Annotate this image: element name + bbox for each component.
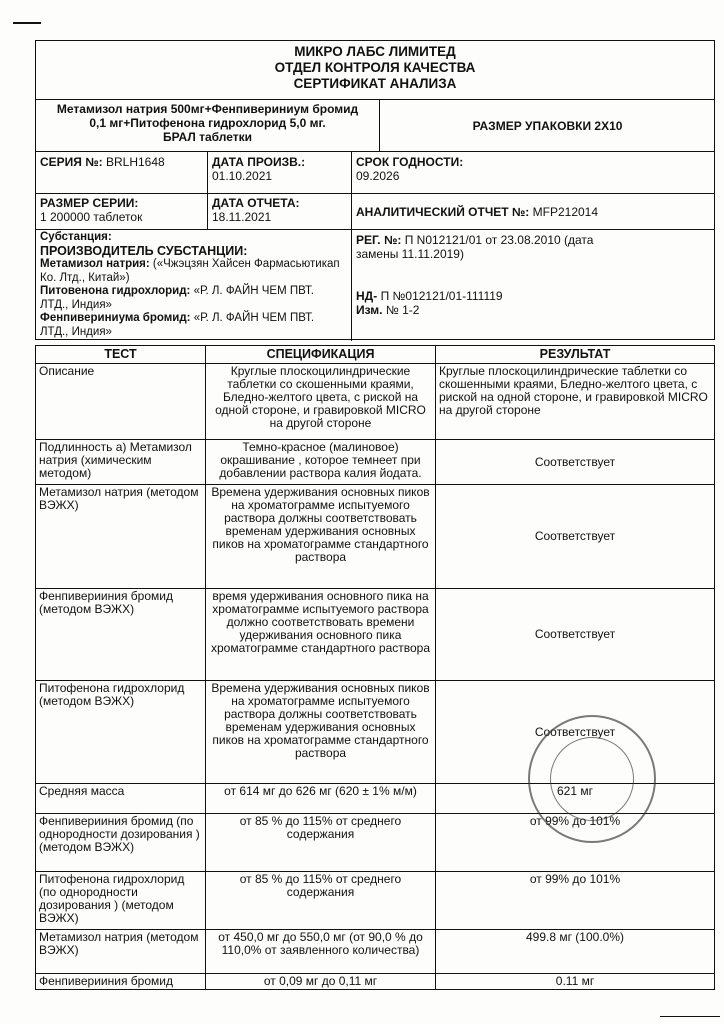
registration-block: РЕГ. №: П N012121/01 от 23.08.2010 (дата замены 11.11.2019) НД- П №012121/01-111119 Изм. № 1-2 <box>356 233 594 317</box>
result-cell: Соответствует <box>436 440 715 485</box>
result-cell: от 99% до 101% <box>436 872 715 930</box>
company-seal-inner-ring <box>550 737 634 821</box>
table-row <box>36 485 715 589</box>
report-number-field: АНАЛИТИЧЕСКИЙ ОТЧЕТ №: MFP212014 <box>356 205 599 219</box>
table-row <box>36 364 715 440</box>
spec-cell: от 450,0 мг до 550,0 мг (от 90,0 % до 110,0% от заявленного количества) <box>206 930 436 974</box>
table-row <box>36 872 715 930</box>
result-cell: Соответствует <box>436 485 715 589</box>
table-row <box>36 589 715 681</box>
result-cell: Соответствует <box>436 681 715 784</box>
test-cell: Подлинность а) Метамизол натрия (химическим методом) <box>36 440 206 485</box>
header-spec: СПЕЦИФИКАЦИЯ <box>206 346 436 364</box>
spec-cell: от 85 % до 115% от среднего содержания <box>206 814 436 872</box>
test-cell: Средняя масса <box>36 784 206 814</box>
spec-cell: Круглые плоскоцилиндрические таблетки со скошенными краями, Бледно-желтого цвета, с риской на одной стороне, и гравировкой MICRO на другой стороне <box>206 364 436 440</box>
result-cell: 0.11 мг <box>436 974 715 990</box>
company-name: МИКРО ЛАБС ЛИМИТЕД <box>294 44 456 59</box>
result-cell: Соответствует <box>436 589 715 681</box>
table-row <box>36 440 715 485</box>
document-type: СЕРТИФИКАТ АНАЛИЗА <box>293 76 457 91</box>
result-cell: от 99% до 101% <box>436 814 715 872</box>
department-name: ОТДЕЛ КОНТРОЛЯ КАЧЕСТВА <box>274 60 476 75</box>
result-cell: 499.8 мг (100.0%) <box>436 930 715 974</box>
result-cell: Круглые плоскоцилиндрические таблетки со скошенными краями, Бледно-желтого цвета, с риской на одной стороне, и гравировкой MICRO на другой стороне <box>436 364 715 440</box>
result-cell: 621 мг <box>436 784 715 814</box>
corner-mark <box>13 22 41 24</box>
spec-cell: от 85 % до 115% от среднего содержания <box>206 872 436 930</box>
test-cell: Фенпиверииния бромид (по однородности дозирования ) (методом ВЭЖХ) <box>36 814 206 872</box>
header-result: РЕЗУЛЬТАТ <box>436 346 715 364</box>
spec-cell: от 614 мг до 626 мг (620 ± 1% м/м) <box>206 784 436 814</box>
table-row <box>36 974 715 990</box>
product-name: Метамизол натрия 500мг+Фенпивериниум бромид 0,1 мг+Питофенона гидрохлорид 5,0 мг. БРАЛ таблетки <box>56 102 359 144</box>
test-cell: Фенпиверииния бромид <box>36 974 206 990</box>
page-bottom-rule <box>660 1016 720 1017</box>
spec-cell: Времена удерживания основных пиков на хроматограмме испытуемого раствора должны соответствовать временам удерживания основных пиков на хроматограмме стандартного раствора <box>206 681 436 784</box>
series-field: СЕРИЯ №: BRLH1648 <box>40 155 165 169</box>
test-cell: Питофенона гидрохлорид (методом ВЭЖХ) <box>36 681 206 784</box>
test-results-table <box>35 345 715 990</box>
spec-cell: Темно-красное (малиновое) окрашивание , которое темнеет при добавлении раствора калия йодата. <box>206 440 436 485</box>
table-header-row <box>36 346 715 364</box>
test-cell: Метамизол натрия (методом ВЭЖХ) <box>36 485 206 589</box>
test-cell: Метамизол натрия (методом ВЭЖХ) <box>36 930 206 974</box>
header-title <box>36 41 714 92</box>
mfg-date-field: ДАТА ПРОИЗВ.: 01.10.2021 <box>212 155 306 183</box>
header-test: ТЕСТ <box>36 346 206 364</box>
certificate-header-block <box>35 40 715 340</box>
expiry-field: СРОК ГОДНОСТИ: 09.2026 <box>356 155 464 183</box>
company-seal <box>528 715 656 843</box>
report-date-field: ДАТА ОТЧЕТА: 18.11.2021 <box>212 196 300 224</box>
spec-cell: время удерживания основного пика на хроматограмме испытуемого раствора должно соответствовать времени удерживания основного пика хроматограмме стандартного раствора <box>206 589 436 681</box>
batch-size-field: РАЗМЕР СЕРИИ: 1 200000 таблеток <box>40 196 143 224</box>
test-cell: Питофенона гидрохлорид (по однородности дозирования ) (методом ВЭЖХ) <box>36 872 206 930</box>
pack-size: РАЗМЕР УПАКОВКИ 2X10 <box>472 119 623 133</box>
table-row <box>36 930 715 974</box>
spec-cell: Времена удерживания основных пиков на хроматограмме испытуемого раствора должны соответствовать временам удерживания основных пиков на хроматограмме стандартного раствора <box>206 485 436 589</box>
spec-cell: от 0,09 мг до 0,11 мг <box>206 974 436 990</box>
substance-block: Субстанция: ПРОИЗВОДИТЕЛЬ СУБСТАНЦИИ: Метамизол натрия: («Чжэцзян Хайсен Фармасьютикап Ко. Лтд., Китай») Питовенона гидрохлорид: «Р. Л. ФАЙН ЧЕМ ПВТ. ЛТД., Индия» Фенпивериниума бромид: «Р. Л. ФАЙН ЧЕМ ПВТ. ЛТД., Индия» <box>40 231 340 338</box>
test-cell: Описание <box>36 364 206 440</box>
test-cell: Фенпиверииния бромид (методом ВЭЖХ) <box>36 589 206 681</box>
